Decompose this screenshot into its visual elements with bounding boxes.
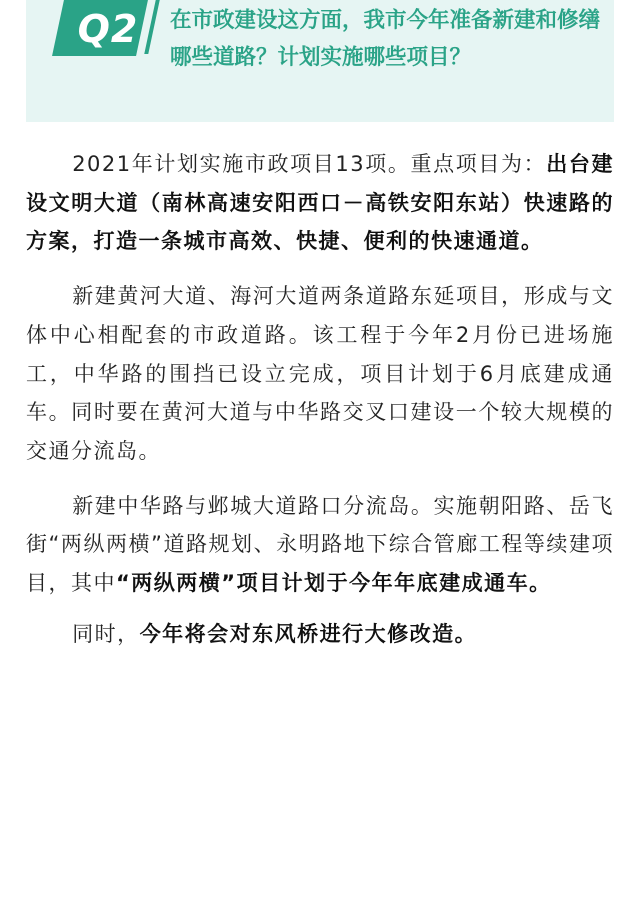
paragraph-bold-text: 出台建设文明大道（南林高速安阳西口－高铁安阳东站）快速路的方案，打造一条城市高效、快捷、便利的快速通道。	[26, 152, 615, 254]
paragraph-bridge-renovation	[26, 615, 614, 654]
question-text: 在市政建设这方面，我市今年准备新建和修缮哪些道路？计划实施哪些项目？	[170, 8, 601, 70]
paragraph-bold-text: 今年将会对东风桥进行大修改造。	[139, 621, 478, 646]
paragraph-continued-projects	[26, 487, 614, 603]
paragraph-key-projects	[26, 145, 614, 261]
question-badge-label: Q2	[77, 7, 139, 51]
answer-article	[26, 145, 614, 669]
paragraph-text: 新建中华路与邺城大道路口分流岛。实施朝阳路、岳飞街“两纵两横”道路规划、永明路地下综合管廊工程等续建项目，其中	[26, 493, 614, 596]
paragraph-text: 同时，	[72, 621, 140, 646]
paragraph-text: 2021年计划实施市政项目13项。重点项目为：	[72, 152, 547, 176]
paragraph-text: 新建黄河大道、海河大道两条道路东延项目，形成与文体中心相配套的市政道路。该工程于今年2月份已进场施工，中华路的围挡已设立完成，项目计划于6月底建成通车。同时要在黄河大道与中华路交叉口建设一个较大规模的交通分流岛。	[26, 284, 614, 463]
paragraph-bold-text: “两纵两横”项目计划于今年年底建成通车。	[116, 571, 552, 596]
paragraph-new-roads	[26, 277, 614, 471]
